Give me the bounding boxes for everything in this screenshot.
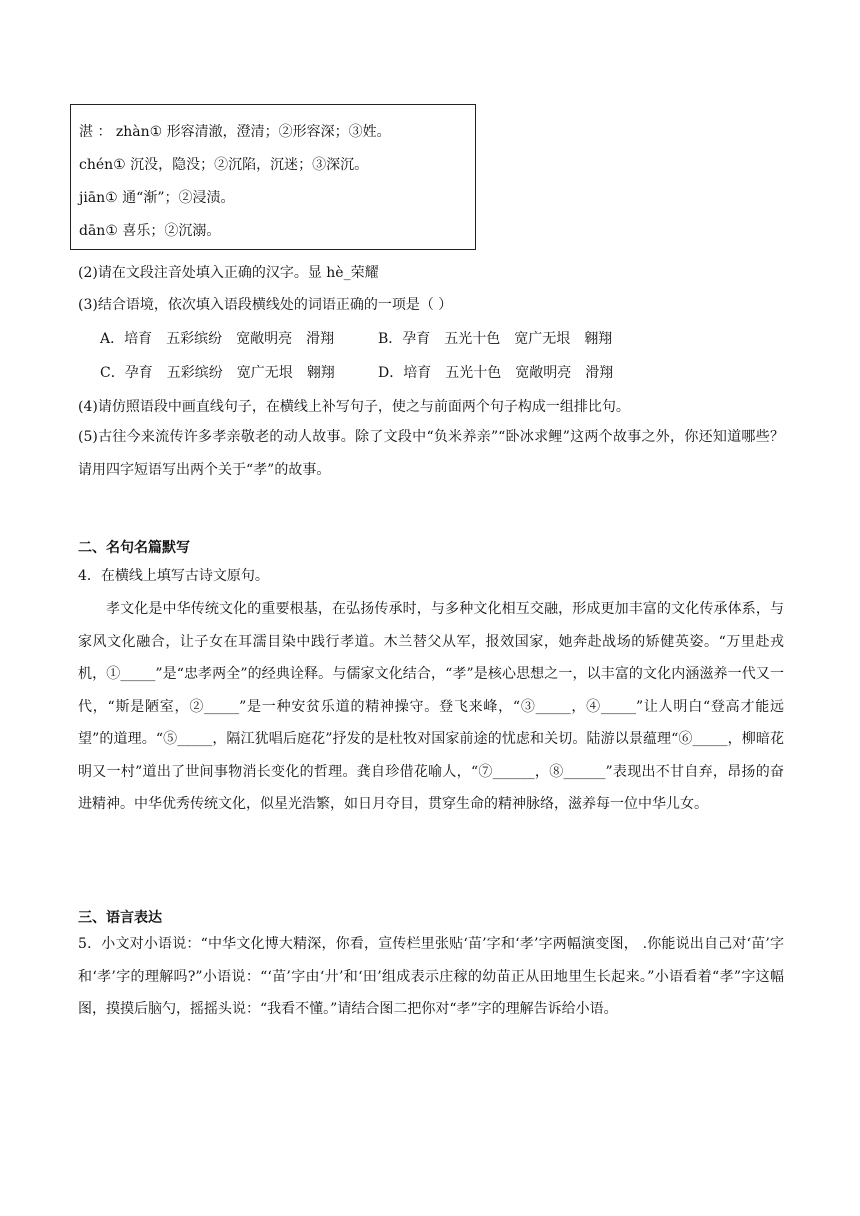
option-b: B．孕育 五光十色 宽广无垠 翱翔 <box>378 331 613 347</box>
dictionary-entry-2: chén① 沉没，隐没；②沉陷，沉迷；③深沉。 <box>79 157 369 173</box>
section-2-passage: 孝文化是中华传统文化的重要根基，在弘扬传承时，与多种文化相互交融，形成更加丰富的文化传承体系，与家风文化融合，让子女在耳濡目染中践行孝道。木兰替父从军，报效国家，她奔赴战场的矫健英姿。“万里赴戎机，①_____”是“忠孝两全”的经典诠释。与儒家文化结合，“孝”是核心思想之一，以丰富的文化内涵滋养一代又一代，“斯是陋室，②_____”是一种安贫乐道的精神操守。登飞来峰，“③_____，④_____”让人明白“登高才能远望”的道理。“⑤_____，隔江犹唱后庭花”抒发的是杜牧对国家前途的忧虑和关切。陆游以景蕴理“⑥_____，柳暗花明又一村”道出了世间事物消长变化的哲理。龚自珍借花喻人，“⑦______，⑧______”表现出不甘自弃，昂扬的奋进精神。中华优秀传统文化，似星光浩繁，如日月夺目，贯穿生命的精神脉络，滋养每一位中华儿女。 <box>78 601 784 812</box>
question-2: (2)请在文段注音处填入正确的汉字。显 hè_荣耀 <box>78 265 379 281</box>
section-3-heading: 三、语言表达 <box>78 910 162 926</box>
section-2-question: 4．在横线上填写古诗文原句。 <box>78 568 269 584</box>
dictionary-box <box>70 104 476 250</box>
option-c: C．孕育 五彩缤纷 宽广无垠 翱翔 <box>100 365 335 381</box>
section-3-question-block <box>78 928 784 1026</box>
question-5 <box>78 421 784 486</box>
section-2-passage-block <box>78 593 784 821</box>
dictionary-entry-4: dān① 喜乐；②沉溺。 <box>79 223 221 239</box>
question-4: (4)请仿照语段中画直线句子，在横线上补写句子，使之与前面两个句子构成一组排比句。 <box>78 399 630 415</box>
section-2-heading: 二、名句名篇默写 <box>78 540 190 556</box>
dictionary-entry-1: 湛 ： zhàn① 形容清澈，澄清；②形容深；③姓。 <box>79 124 391 140</box>
dictionary-entry-3: jiān① 通“渐”；②浸渍。 <box>79 190 235 206</box>
question-5-text: (5)古往今来流传许多孝亲敬老的动人故事。除了文段中“负米养亲”“卧冰求鲤”这两个故事之外，你还知道哪些？请用四字短语写出两个关于“孝”的故事。 <box>78 429 784 478</box>
option-a: A．培育 五彩缤纷 宽敞明亮 滑翔 <box>100 331 335 347</box>
section-3-question: 5．小文对小语说：“中华文化博大精深，你看，宣传栏里张贴‘苗’字和‘孝’字两幅演变图， .你能说出自己对‘苗’字和‘孝’字的理解吗?”小语说：“‘苗’字由‘廾’和‘田’组成表示庄稼的幼苗正从田地里生长起来。”小语看着“孝”字这幅图，摸摸后脑勺，摇摇头说：“我看不懂。”请结合图二把你对“孝”字的理解告诉给小语。 <box>78 936 784 1017</box>
question-3-stem: (3)结合语境，依次填入语段横线处的词语正确的一项是（ ） <box>78 297 453 313</box>
option-d: D．培育 五光十色 宽敞明亮 滑翔 <box>378 365 614 381</box>
